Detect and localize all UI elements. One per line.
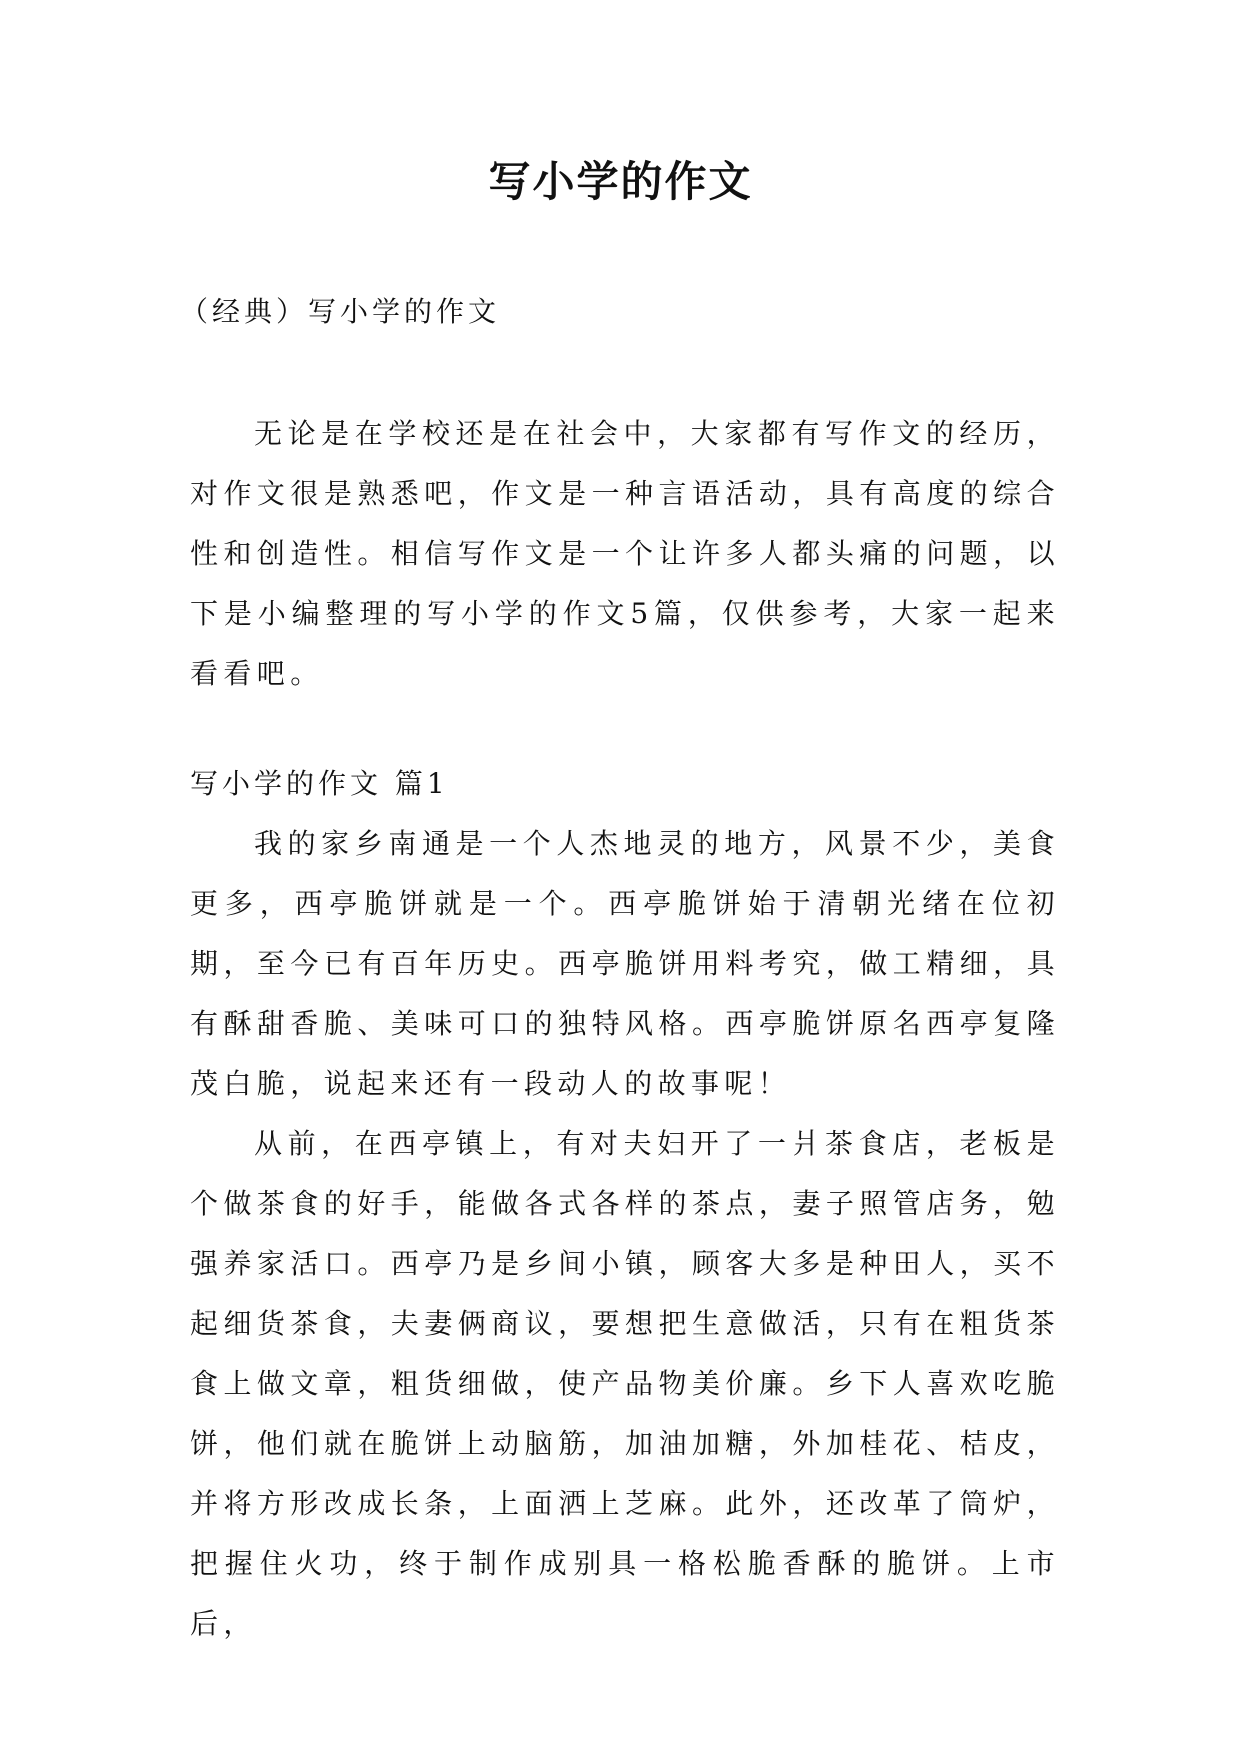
document-subtitle: （经典）写小学的作文	[180, 295, 501, 328]
section-heading: 写小学的作文 篇1	[190, 767, 449, 800]
essay-paragraph: 我的家乡南通是一个人杰地灵的地方，风景不少，美食更多，西亭脆饼就是一个。西亭脆饼始于清朝光绪在位初期，至今已有百年历史。西亭脆饼用料考究，做工精细，具有酥甜香脆、美味可口的独特风格。西亭脆饼原名西亭复隆茂白脆，说起来还有一段动人的故事呢！	[190, 827, 1060, 1100]
intro-paragraph: 无论是在学校还是在社会中，大家都有写作文的经历，对作文很是熟悉吧，作文是一种言语活动，具有高度的综合性和创造性。相信写作文是一个让许多人都头痛的问题，以下是小编整理的写小学的作文5篇，仅供参考，大家一起来看看吧。	[190, 417, 1060, 690]
essay-paragraph: 从前，在西亭镇上，有对夫妇开了一爿茶食店，老板是个做茶食的好手，能做各式各样的茶点，妻子照管店务，勉强养家活口。西亭乃是乡间小镇，顾客大多是种田人，买不起细货茶食，夫妻俩商议，要想把生意做活，只有在粗货茶食上做文章，粗货细做，使产品物美价廉。乡下人喜欢吃脆饼，他们就在脆饼上动脑筋，加油加糖，外加桂花、桔皮，并将方形改成长条，上面洒上芝麻。此外，还改革了筒炉，把握住火功，终于制作成别具一格松脆香酥的脆饼。上市后，	[190, 1127, 1060, 1640]
page-title: 写小学的作文	[488, 157, 753, 206]
essay-section	[190, 814, 1060, 1654]
intro-section	[190, 404, 1060, 704]
